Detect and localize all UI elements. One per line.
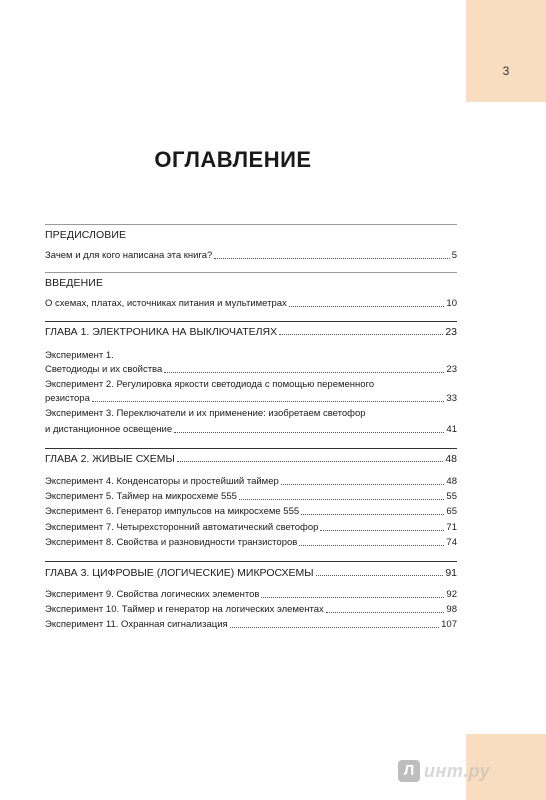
toc-entry-title: Эксперимент 7. Четырехсторонний автоматический светофор bbox=[45, 522, 319, 533]
divider bbox=[45, 224, 457, 225]
toc-entry[interactable] bbox=[45, 604, 457, 616]
toc-entry[interactable] bbox=[45, 589, 457, 601]
leader-dots bbox=[230, 627, 439, 628]
toc-entry[interactable] bbox=[45, 364, 457, 376]
leader-dots bbox=[299, 545, 444, 546]
page-number: 3 bbox=[502, 64, 510, 78]
toc-entry-page: 55 bbox=[446, 491, 457, 502]
divider bbox=[45, 448, 457, 449]
toc-entry-title: резистора bbox=[45, 393, 90, 404]
chapter-page: 23 bbox=[445, 326, 457, 338]
leader-dots bbox=[177, 461, 444, 462]
toc-entry-page: 5 bbox=[451, 250, 457, 261]
chapter-1-heading[interactable] bbox=[45, 326, 457, 338]
toc-entry[interactable] bbox=[45, 393, 457, 405]
leader-dots bbox=[281, 484, 445, 485]
page-margin bbox=[466, 0, 546, 800]
toc-entry-page: 74 bbox=[446, 537, 457, 548]
toc-entry[interactable] bbox=[45, 476, 457, 488]
toc-entry-page: 65 bbox=[446, 506, 457, 517]
toc-entry-page: 23 bbox=[446, 364, 457, 375]
leader-dots bbox=[92, 401, 445, 402]
leader-dots bbox=[320, 530, 444, 531]
chapter-title: ГЛАВА 2. ЖИВЫЕ СХЕМЫ bbox=[45, 453, 175, 465]
experiment-3-label[interactable]: Эксперимент 3. Переключатели и их применение: изобретаем светофор bbox=[45, 408, 366, 419]
watermark bbox=[398, 760, 490, 782]
leader-dots bbox=[316, 575, 444, 576]
chapter-title: ГЛАВА 3. ЦИФРОВЫЕ (ЛОГИЧЕСКИЕ) МИКРОСХЕМЫ bbox=[45, 567, 314, 579]
chapter-3-heading[interactable] bbox=[45, 567, 457, 579]
toc-entry[interactable] bbox=[45, 491, 457, 503]
toc-entry-title: О схемах, платах, источниках питания и мультиметрах bbox=[45, 298, 287, 309]
toc-entry-title: Эксперимент 8. Свойства и разновидности транзисторов bbox=[45, 537, 298, 548]
toc-entry-title: и дистанционное освещение bbox=[45, 424, 173, 435]
toc-entry-title: Эксперимент 10. Таймер и генератор на логических элементах bbox=[45, 604, 324, 615]
toc-entry[interactable] bbox=[45, 298, 457, 310]
leader-dots bbox=[174, 432, 444, 433]
toc-entry-title: Эксперимент 4. Конденсаторы и простейший таймер bbox=[45, 476, 279, 487]
chapter-page: 48 bbox=[445, 453, 457, 465]
leader-dots bbox=[301, 514, 444, 515]
page-number-tab bbox=[466, 0, 546, 102]
toc-entry-page: 33 bbox=[446, 393, 457, 404]
toc-entry[interactable] bbox=[45, 537, 457, 549]
leader-dots bbox=[326, 612, 445, 613]
chapter-page: 91 bbox=[445, 567, 457, 579]
leader-dots bbox=[164, 372, 444, 373]
toc-entry[interactable] bbox=[45, 619, 457, 631]
toc-entry-page: 98 bbox=[446, 604, 457, 615]
divider bbox=[45, 272, 457, 273]
toc-entry-title: Эксперимент 5. Таймер на микросхеме 555 bbox=[45, 491, 237, 502]
toc-entry-title: Эксперимент 9. Свойства логических элементов bbox=[45, 589, 260, 600]
toc-entry-page: 48 bbox=[446, 476, 457, 487]
toc-entry-title: Светодиоды и их свойства bbox=[45, 364, 163, 375]
toc-entry-title: Эксперимент 11. Охранная сигнализация bbox=[45, 619, 228, 630]
toc-entry[interactable] bbox=[45, 424, 457, 436]
experiment-2-label[interactable]: Эксперимент 2. Регулировка яркости светодиода с помощью переменного bbox=[45, 379, 375, 390]
experiment-1-label[interactable]: Эксперимент 1. bbox=[45, 350, 114, 361]
toc-entry-title: Зачем и для кого написана эта книга? bbox=[45, 250, 213, 261]
preface-heading[interactable]: ПРЕДИСЛОВИЕ bbox=[45, 229, 127, 241]
divider bbox=[45, 561, 457, 562]
watermark-logo-icon: Л bbox=[398, 760, 420, 782]
leader-dots bbox=[261, 597, 444, 598]
leader-dots bbox=[239, 499, 445, 500]
intro-heading[interactable]: ВВЕДЕНИЕ bbox=[45, 277, 104, 289]
page-title: ОГЛАВЛЕНИЕ bbox=[154, 147, 312, 172]
watermark-text: инт.ру bbox=[424, 760, 491, 781]
toc-entry-page: 41 bbox=[446, 424, 457, 435]
divider bbox=[45, 321, 457, 322]
chapter-2-heading[interactable] bbox=[45, 453, 457, 465]
toc-entry-page: 10 bbox=[446, 298, 457, 309]
chapter-title: ГЛАВА 1. ЭЛЕКТРОНИКА НА ВЫКЛЮЧАТЕЛЯХ bbox=[45, 326, 278, 338]
toc-entry-title: Эксперимент 6. Генератор импульсов на микросхеме 555 bbox=[45, 506, 300, 517]
leader-dots bbox=[289, 306, 445, 307]
toc-entry[interactable] bbox=[45, 250, 457, 262]
leader-dots bbox=[279, 334, 443, 335]
toc-entry-page: 71 bbox=[446, 522, 457, 533]
toc-entry[interactable] bbox=[45, 506, 457, 518]
toc-entry[interactable] bbox=[45, 522, 457, 534]
toc-entry-page: 92 bbox=[446, 589, 457, 600]
toc-entry-page: 107 bbox=[441, 619, 457, 630]
leader-dots bbox=[214, 258, 449, 259]
